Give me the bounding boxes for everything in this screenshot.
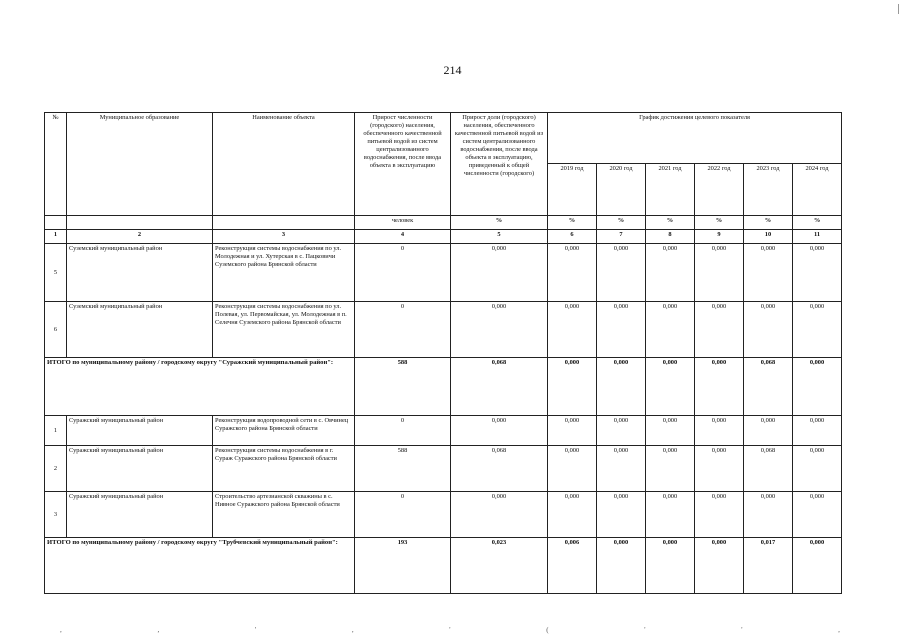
value-cell: 0,000 [597, 358, 646, 416]
header-year-2024: 2024 год [793, 164, 842, 216]
value-cell: 0,000 [597, 302, 646, 358]
header-schedule: График достижения целевого показателя [548, 113, 842, 164]
column-number: 2 [67, 230, 213, 244]
column-number: 10 [744, 230, 793, 244]
column-number: 3 [213, 230, 355, 244]
value-cell: 0,006 [548, 538, 597, 594]
value-cell: 0,000 [548, 416, 597, 446]
unit-empty-2 [67, 216, 213, 230]
header-row-1 [45, 113, 842, 164]
value-cell: 0,000 [793, 358, 842, 416]
value-cell: 0 [355, 244, 451, 302]
unit-pct: % [744, 216, 793, 230]
value-cell: 0,000 [451, 492, 548, 538]
unit-people: человек [355, 216, 451, 230]
table-row [45, 416, 842, 446]
scan-tick: ' [741, 626, 743, 634]
unit-pct: % [451, 216, 548, 230]
value-cell: 0,000 [793, 416, 842, 446]
column-number: 9 [695, 230, 744, 244]
value-cell: 0,000 [548, 446, 597, 492]
value-cell: 0,000 [646, 446, 695, 492]
value-cell: 0,068 [744, 446, 793, 492]
value-cell: 0,000 [695, 538, 744, 594]
value-cell: 0 [355, 302, 451, 358]
value-cell: 0,000 [793, 302, 842, 358]
scan-tick: ' [449, 626, 451, 634]
header-year-2022: 2022 год [695, 164, 744, 216]
value-cell: 0,000 [695, 416, 744, 446]
unit-pct: % [548, 216, 597, 230]
value-cell: 0,000 [646, 416, 695, 446]
value-cell: 0,000 [695, 358, 744, 416]
value-cell: 0,000 [646, 302, 695, 358]
total-label: ИТОГО по муниципальному району / городскому округу "Суражский муниципальный район": [45, 358, 355, 416]
table-row [45, 302, 842, 358]
header-year-2020: 2020 год [597, 164, 646, 216]
object-name-cell: Реконструкция водопроводной сети в с. Овчинец Суражского района Брянской области [213, 416, 355, 446]
row-number: 3 [45, 492, 67, 538]
value-cell: 0,000 [744, 416, 793, 446]
table-row [45, 244, 842, 302]
header-municipality: Муниципальное образование [67, 113, 213, 216]
value-cell: 0,000 [646, 538, 695, 594]
value-cell: 0,000 [793, 446, 842, 492]
value-cell: 0,000 [548, 302, 597, 358]
scan-tick: , [157, 626, 160, 634]
value-cell: 0,000 [744, 492, 793, 538]
scan-tick: , [351, 626, 354, 634]
table-row [45, 492, 842, 538]
value-cell: 0,000 [695, 302, 744, 358]
column-number: 6 [548, 230, 597, 244]
value-cell: 0,068 [451, 358, 548, 416]
scan-tick: , [60, 626, 62, 634]
unit-empty-3 [213, 216, 355, 230]
value-cell: 0,000 [451, 302, 548, 358]
column-number: 1 [45, 230, 67, 244]
value-cell: 0,068 [451, 446, 548, 492]
municipality-cell: Суражский муниципальный район [67, 492, 213, 538]
scan-tick: , [838, 626, 840, 634]
value-cell: 0,000 [548, 244, 597, 302]
page-number: 214 [443, 63, 462, 77]
header-year-2019: 2019 год [548, 164, 597, 216]
column-numbers-row [45, 230, 842, 244]
scan-tick: ' [644, 626, 646, 634]
header-population-growth: Прирост численности (городского) населения, обеспеченного качественной питьевой водой из систем централизованного водоснабжения, после ввода объекта в эксплуатацию [355, 113, 451, 216]
value-cell: 0,000 [695, 492, 744, 538]
target-indicator-table [44, 112, 842, 594]
row-number: 5 [45, 244, 67, 302]
value-cell: 0,000 [597, 416, 646, 446]
value-cell: 0,000 [646, 492, 695, 538]
value-cell: 0,000 [646, 358, 695, 416]
header-year-2021: 2021 год [646, 164, 695, 216]
object-name-cell: Реконструкция системы водоснабжения в г. Сураж Суражского района Брянской области [213, 446, 355, 492]
value-cell: 0,000 [451, 244, 548, 302]
bottom-scan-marks [60, 626, 840, 634]
unit-pct: % [597, 216, 646, 230]
value-cell: 0 [355, 416, 451, 446]
value-cell: 0,000 [597, 244, 646, 302]
value-cell: 0,000 [793, 244, 842, 302]
table-body [45, 113, 842, 594]
scan-tick: ' [254, 626, 257, 634]
unit-pct: % [793, 216, 842, 230]
value-cell: 0,023 [451, 538, 548, 594]
object-name-cell: Строительство артезианской скважины в с. Нивное Суражского района Брянской области [213, 492, 355, 538]
column-number: 11 [793, 230, 842, 244]
header-object: Наименование объекта [213, 113, 355, 216]
value-cell: 0,000 [597, 446, 646, 492]
total-label: ИТОГО по муниципальному району / городскому округу "Трубчевский муниципальный район": [45, 538, 355, 594]
municipality-cell: Суражский муниципальный район [67, 446, 213, 492]
value-cell: 0,000 [548, 492, 597, 538]
municipality-cell: Суземский муниципальный район [67, 244, 213, 302]
value-cell: 0,000 [695, 244, 744, 302]
value-cell: 0,000 [744, 244, 793, 302]
column-number: 7 [597, 230, 646, 244]
value-cell: 193 [355, 538, 451, 594]
value-cell: 0,068 [744, 358, 793, 416]
column-number: 4 [355, 230, 451, 244]
row-number: 2 [45, 446, 67, 492]
column-number: 5 [451, 230, 548, 244]
row-number: 1 [45, 416, 67, 446]
scan-tick: ( [546, 626, 549, 634]
row-number: 6 [45, 302, 67, 358]
header-share-growth: Прирост доли (городского) населения, обеспеченного качественной питьевой водой из систем централизованного водоснабжения, после ввода объекта в эксплуатацию, приведенный к общей численности (городского) [451, 113, 548, 216]
value-cell: 0,000 [695, 446, 744, 492]
value-cell: 0 [355, 492, 451, 538]
object-name-cell: Реконструкция системы водоснабжения по ул. Полевая, ул. Первомайская, ул. Молодежная в п. Селечня Суземского района Брянской области [213, 302, 355, 358]
total-row [45, 538, 842, 594]
value-cell: 588 [355, 446, 451, 492]
header-no: № [45, 113, 67, 216]
unit-empty-1 [45, 216, 67, 230]
value-cell: 0,000 [451, 416, 548, 446]
value-cell: 0,000 [597, 538, 646, 594]
header-year-2023: 2023 год [744, 164, 793, 216]
value-cell: 0,000 [793, 492, 842, 538]
units-row [45, 216, 842, 230]
column-number: 8 [646, 230, 695, 244]
edge-scan-mark [898, 4, 899, 14]
unit-pct: % [646, 216, 695, 230]
total-row [45, 358, 842, 416]
table-row [45, 446, 842, 492]
value-cell: 0,000 [548, 358, 597, 416]
value-cell: 588 [355, 358, 451, 416]
municipality-cell: Суземский муниципальный район [67, 302, 213, 358]
value-cell: 0,000 [646, 244, 695, 302]
value-cell: 0,017 [744, 538, 793, 594]
object-name-cell: Реконструкция системы водоснабжения по ул. Молодежная и ул. Хутерская в с. Пацковичи Суземского района Брянской области [213, 244, 355, 302]
value-cell: 0,000 [744, 302, 793, 358]
municipality-cell: Суражский муниципальный район [67, 416, 213, 446]
value-cell: 0,000 [597, 492, 646, 538]
value-cell: 0,000 [793, 538, 842, 594]
unit-pct: % [695, 216, 744, 230]
